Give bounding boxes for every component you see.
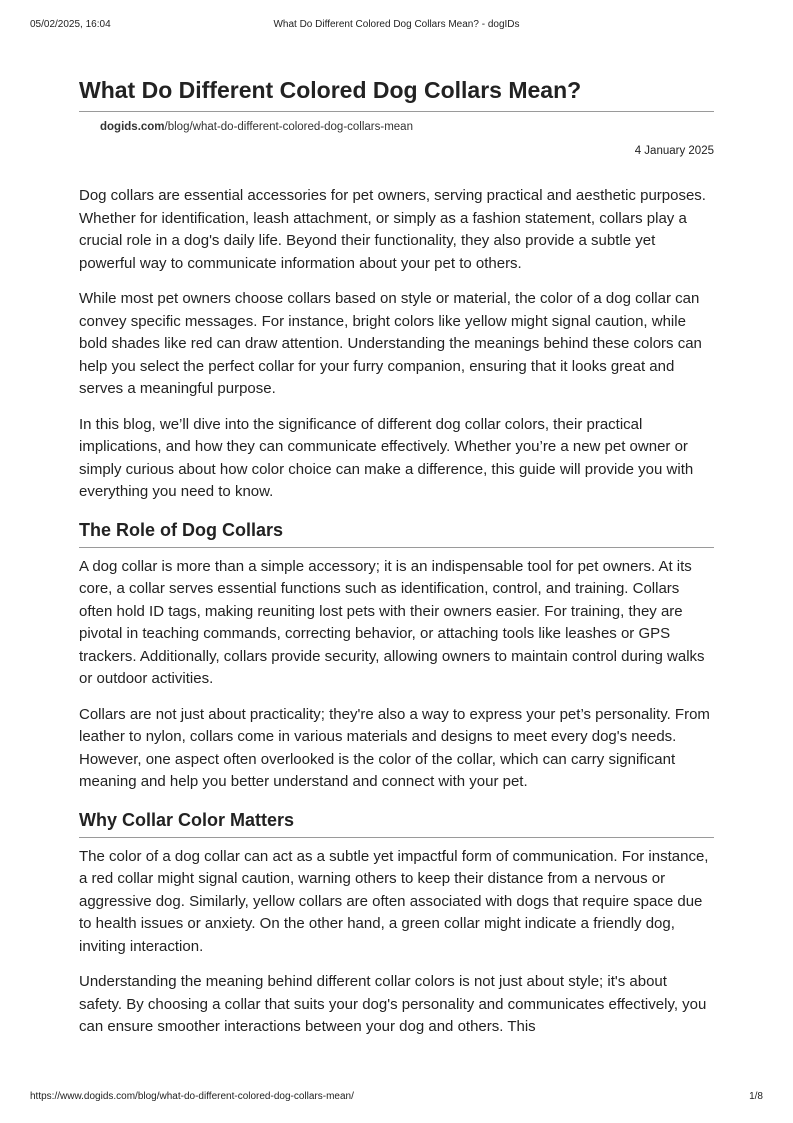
publish-date: 4 January 2025 — [634, 145, 714, 157]
print-footer — [30, 1091, 763, 1105]
article-body — [79, 185, 714, 1039]
intro-paragraph: Dog collars are essential accessories for pet owners, serving practical and aesthetic purposes. Whether for identification, leash attachment, or simply as a fashion statement, collars play a crucial role in a dog's daily life. Beyond their functionality, they also provide a subtle yet powerful way to communicate information about your pet to others. — [79, 187, 706, 272]
source-link[interactable] — [79, 119, 714, 135]
print-url: https://www.dogids.com/blog/what-do-different-colored-dog-collars-mean/ — [30, 1091, 354, 1102]
intro-paragraph: While most pet owners choose collars based on style or material, the color of a dog collar can convey specific messages. For instance, bright colors like yellow might signal caution, while bold shades like red can draw attention. Understanding the meanings behind these colors can help you select the perfect collar for your furry companion, ensuring that it looks great and serves a meaningful purpose. — [79, 290, 702, 397]
intro-paragraph: In this blog, we’ll dive into the significance of different dog collar colors, their practical implications, and how they can communicate effectively. Whether you’re a new pet owner or simply curious about how color choice can make a difference, this guide will provide you with everything you need to know. — [79, 415, 694, 500]
source-path: /blog/what-do-different-colored-dog-collars-mean — [164, 121, 413, 133]
print-page-title: What Do Different Colored Dog Collars Mean? - dogIDs — [273, 19, 520, 30]
section-paragraph: The color of a dog collar can act as a subtle yet impactful form of communication. For instance, a red collar might signal caution, warning others to keep their distance from a nervous or aggressive dog. Similarly, yellow collars are often associated with dogs that require space due to health issues or anxiety. On the other hand, a green collar might indicate a friendly dog, inviting interaction. — [79, 847, 709, 955]
section-heading-role-of-dog-collars: The Role of Dog Collars — [79, 517, 714, 548]
article-content — [79, 74, 714, 1052]
source-domain: dogids.com — [100, 121, 165, 133]
page-indicator: 1/8 — [749, 1091, 763, 1102]
section-paragraph: Collars are not just about practicality; they're also a way to express your pet’s personality. From leather to nylon, collars come in various materials and designs to meet every dog's needs. However, one aspect often overlooked is the color of the collar, which can carry significant meaning and help you better understand and connect with your pet. — [79, 705, 710, 790]
section-paragraph: Understanding the meaning behind different collar colors is not just about style; it's about safety. By choosing a collar that suits your dog's personality and communicates effectively, you can ensure smoother interactions between your dog and others. This — [79, 973, 707, 1035]
print-header — [30, 19, 763, 33]
print-datetime: 05/02/2025, 16:04 — [30, 19, 111, 30]
section-paragraph: A dog collar is more than a simple accessory; it is an indispensable tool for pet owners. At its core, a collar serves essential functions such as identification, control, and training. Collars often hold ID tags, making reuniting lost pets with their owners easier. For training, they are pivotal in teaching commands, correcting behavior, or attaching tools like leashes or GPS trackers. Additionally, collars provide security, allowing owners to maintain control during walks or outdoor activities. — [79, 557, 705, 687]
section-heading-why-collar-color-matters: Why Collar Color Matters — [79, 807, 714, 838]
article-title: What Do Different Colored Dog Collars Mean? — [79, 74, 714, 112]
